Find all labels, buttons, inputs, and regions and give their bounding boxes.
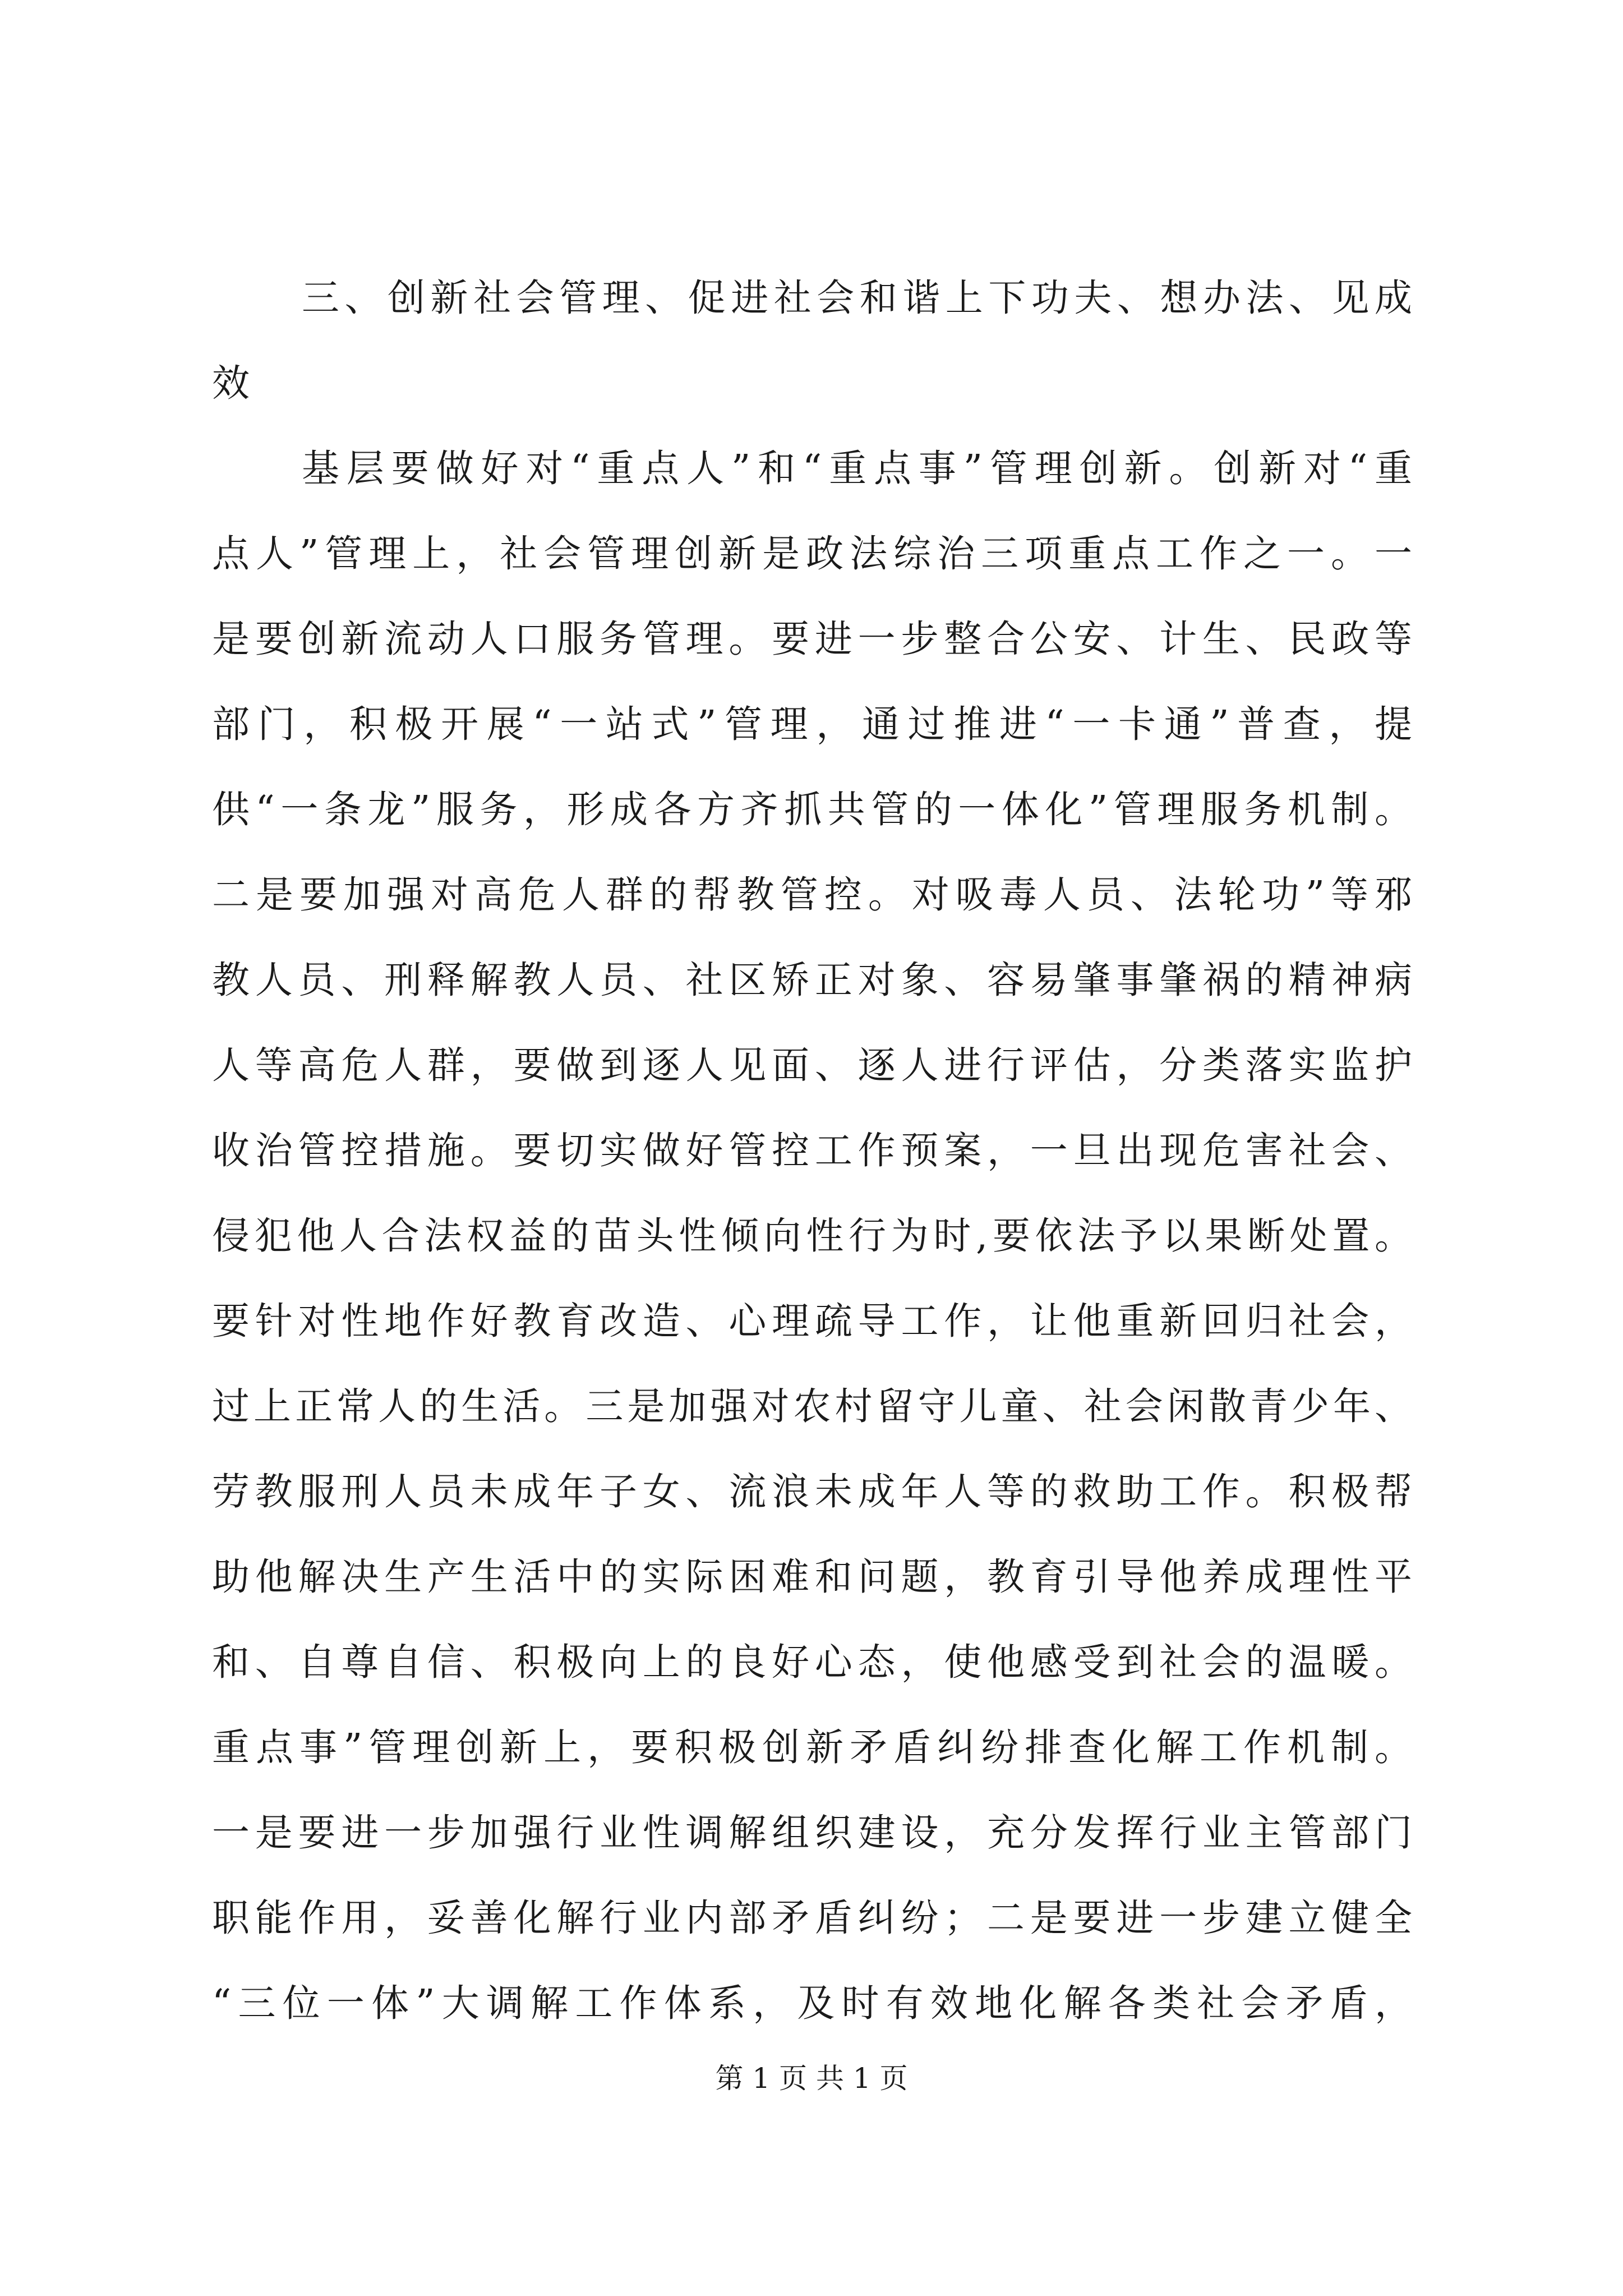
paragraph-line: 一是要进一步加强行业性调解组织建设，充分发挥行业主管部门 [212, 1811, 1412, 1855]
paragraph-line: 过上正常人的生活。三是加强对农村留守儿童、社会闲散青少年、 [212, 1384, 1412, 1428]
section-heading-line: 三、创新社会管理、促进社会和谐上下功夫、想办法、见成 [302, 276, 1412, 320]
paragraph-line: 二是要加强对高危人群的帮教管控。对吸毒人员、法轮功”等邪 [212, 873, 1412, 917]
paragraph-line: 教人员、刑释解教人员、社区矫正对象、容易肇事肇祸的精神病 [212, 958, 1412, 1002]
document-body [212, 255, 1412, 2046]
paragraph-line: 侵犯他人合法权益的苗头性倾向性行为时,要依法予以果断处置。 [212, 1214, 1412, 1258]
paragraph-line: 职能作用，妥善化解行业内部矛盾纠纷；二是要进一步建立健全 [212, 1896, 1412, 1940]
paragraph-line: 是要创新流动人口服务管理。要进一步整合公安、计生、民政等 [212, 617, 1412, 661]
paragraph-line: 基层要做好对“重点人”和“重点事”管理创新。创新对“重 [302, 447, 1412, 490]
paragraph-line: 人等高危人群，要做到逐人见面、逐人进行评估，分类落实监护 [212, 1043, 1412, 1087]
paragraph-line: 劳教服刑人员未成年子女、流浪未成年人等的救助工作。积极帮 [212, 1470, 1412, 1513]
paragraph-line: 重点事”管理创新上，要积极创新矛盾纠纷排查化解工作机制。 [212, 1726, 1412, 1769]
paragraph-line: “三位一体”大调解工作体系，及时有效地化解各类社会矛盾， [212, 1981, 1412, 2025]
paragraph-line: 和、自尊自信、积极向上的良好心态，使他感受到社会的温暖。 [212, 1640, 1412, 1684]
paragraph-line: 收治管控措施。要切实做好管控工作预案，一旦出现危害社会、 [212, 1129, 1412, 1172]
paragraph-line: 要针对性地作好教育改造、心理疏导工作，让他重新回归社会， [212, 1299, 1412, 1343]
paragraph-line: 点人”管理上，社会管理创新是政法综治三项重点工作之一。一 [212, 532, 1412, 576]
paragraph-line: 部门，积极开展“一站式”管理，通过推进“一卡通”普查，提 [212, 702, 1412, 746]
section-heading-line: 效 [212, 361, 250, 405]
paragraph-line: 供“一条龙”服务，形成各方齐抓共管的一体化”管理服务机制。 [212, 788, 1412, 831]
page-number-footer: 第 1 页 共 1 页 [715, 2062, 908, 2095]
paragraph-line: 助他解决生产生活中的实际困难和问题，教育引导他养成理性平 [212, 1555, 1412, 1599]
